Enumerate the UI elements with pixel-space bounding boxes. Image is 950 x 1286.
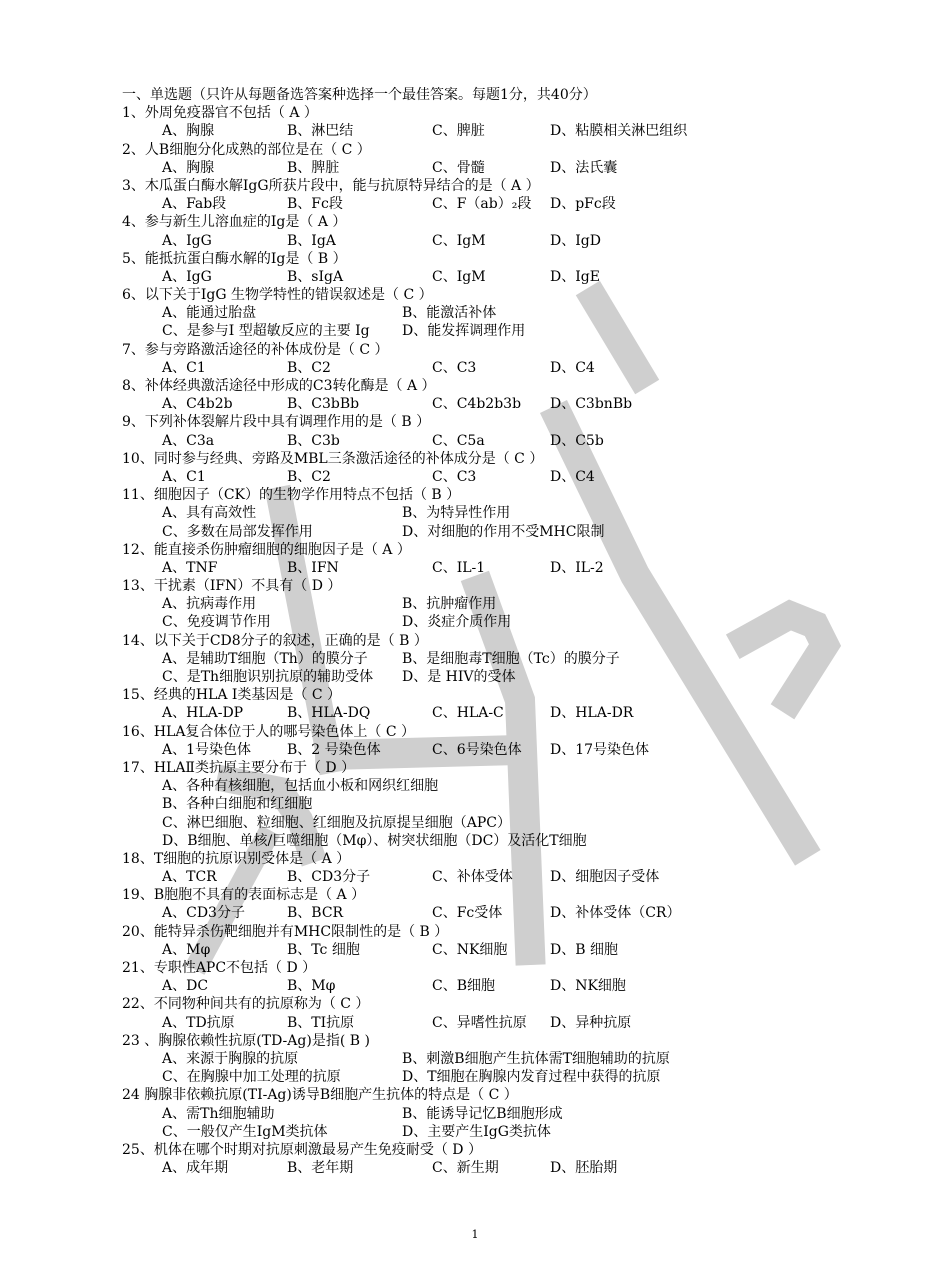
option-b: D、主要产生IgG类抗体 [402,1123,551,1140]
option-row [122,814,922,832]
option-a: C、一般仅产生IgM类抗体 [162,1123,328,1140]
question-stem: 23 、胸腺依赖性抗原(TD-Ag)是指( B ) [122,1032,370,1049]
option-row [122,795,922,813]
option-a: D、B细胞、单核/巨噬细胞（Mφ）、树突状细胞（DC）及活化T细胞 [162,832,587,849]
question-stem: 1、外周免疫器官不包括（ A ） [122,105,318,122]
option-c: C、C3 [432,468,477,485]
option-a: B、各种白细胞和红细胞 [162,796,313,813]
option-b: D、能发挥调理作用 [402,323,526,340]
option-c: C、补体受体 [432,869,513,886]
option-b: B、抗肿瘤作用 [402,596,497,613]
option-a: C、是参与I 型超敏反应的主要 Ig [162,323,370,340]
option-b: B、刺激B细胞产生抗体需T细胞辅助的抗原 [402,1050,670,1067]
option-b: B、C3b [287,432,340,449]
option-d: D、IgD [550,232,601,249]
option-a: C、淋巴细胞、粒细胞、红细胞及抗原提呈细胞（APC） [162,814,511,831]
question-stem: 18、T细胞的抗原识别受体是（ A ） [122,850,351,867]
question-stem: 4、参与新生儿溶血症的Ig是（ A ） [122,214,347,231]
option-row [122,195,922,213]
option-row [122,559,922,577]
option-a: A、IgG [162,268,212,285]
option-c: C、6号染色体 [432,741,522,758]
question-stem: 10、同时参与经典、旁路及MBL三条激活途径的补体成分是（ C ） [122,450,544,467]
option-row [122,504,922,522]
option-row [122,322,922,340]
option-d: D、法氏囊 [550,159,618,176]
option-row [122,268,922,286]
option-row [122,650,922,668]
option-d: D、异种抗原 [550,1014,632,1031]
option-row [122,1105,922,1123]
option-row [122,1159,922,1177]
question-stem: 17、HLAⅡ类抗原主要分布于（ D ） [122,759,356,776]
option-a: A、具有高效性 [162,505,257,522]
option-a: C、多数在局部发挥作用 [162,523,313,540]
option-a: A、1号染色体 [162,741,252,758]
option-b: B、IFN [287,559,339,576]
option-a: A、Mφ [162,941,211,958]
option-c: C、IgM [432,232,486,249]
option-row [122,432,922,450]
option-row [122,159,922,177]
option-row [122,777,922,795]
option-b: B、BCR [287,905,344,922]
option-b: B、Mφ [287,978,336,995]
option-a: A、能通过胎盘 [162,305,257,322]
option-row [122,595,922,613]
question-stem: 25、机体在哪个时期对抗原刺激最易产生免疫耐受（ D ） [122,1141,482,1158]
option-c: C、脾脏 [432,123,485,140]
option-b: B、C2 [287,468,331,485]
option-row [122,468,922,486]
option-row [122,977,922,995]
option-b: B、Tc 细胞 [287,941,360,958]
option-row [122,832,922,850]
option-d: D、粘膜相关淋巴组织 [550,123,688,140]
question-stem: 11、细胞因子（CK）的生物学作用特点不包括（ B ） [122,487,461,504]
option-c: C、B细胞 [432,978,495,995]
option-row [122,668,922,686]
option-d: D、C4 [550,468,595,485]
question-stem: 5、能抵抗蛋白酶水解的Ig是（ B ） [122,250,347,267]
question-stem: 9、下列补体裂解片段中具有调理作用的是（ B ） [122,414,431,431]
option-d: D、NK细胞 [550,978,626,995]
option-row [122,304,922,322]
option-b: B、为特异性作用 [402,505,511,522]
option-b: B、IgA [287,232,336,249]
page-number: 1 [471,1228,479,1241]
question-stem: 12、能直接杀伤肿瘤细胞的细胞因子是（ A ） [122,541,411,558]
question-stem: 8、补体经典激活途径中形成的C3转化酶是（ A ） [122,378,436,394]
option-b: B、TI抗原 [287,1014,355,1031]
option-row [122,1123,922,1141]
option-row [122,904,922,922]
question-stem: 22、不同物种间共有的抗原称为（ C ） [122,996,370,1013]
option-a: A、抗病毒作用 [162,596,257,613]
option-row [122,359,922,377]
option-a: A、各种有核细胞，包括血小板和网织红细胞 [162,778,439,795]
option-row [122,395,922,413]
option-d: D、17号染色体 [550,741,650,758]
question-stem: 15、经典的HLA I类基因是（ C ） [122,687,342,704]
option-row [122,1014,922,1032]
option-c: C、IL-1 [432,559,486,576]
question-stem: 3、木瓜蛋白酶水解IgG所获片段中，能与抗原特异结合的是（ A ） [122,177,540,194]
question-stem: 19、B胞胞不具有的表面标志是（ A ） [122,887,366,904]
option-c: C、IgM [432,268,486,285]
option-a: A、C1 [162,359,206,376]
option-row [122,232,922,250]
option-b: D、是 HIV的受体 [402,669,516,685]
question-stem: 14、以下关于CD8分子的叙述，正确的是（ B ） [122,632,428,649]
option-d: D、胚胎期 [550,1160,618,1177]
option-a: A、TNF [162,559,218,576]
option-a: A、胸腺 [162,123,215,140]
option-row [122,1050,922,1068]
option-d: D、补体受体（CR） [550,905,681,922]
option-row [122,868,922,886]
option-a: A、来源于胸腺的抗原 [162,1050,299,1067]
option-a: A、CD3分子 [162,905,245,922]
section-heading: 一、单选题（只许从每题备选答案种选择一个最佳答案。每题1分，共40分） [122,87,597,103]
option-a: A、成年期 [162,1160,229,1177]
option-b: B、老年期 [287,1160,354,1177]
option-row [122,741,922,759]
option-b: D、T细胞在胸腺内发育过程中获得的抗原 [402,1069,661,1086]
option-a: A、TD抗原 [162,1014,235,1031]
option-b: B、能激活补体 [402,305,497,322]
option-c: C、F（ab）₂段 [432,196,532,213]
question-stem: 24 胸腺非依赖抗原(TI-Ag)诱导B细胞产生抗体的特点是（ C ） [122,1087,518,1104]
option-a: A、HLA-DP [162,705,244,722]
option-c: C、骨髓 [432,159,485,176]
option-a: A、C1 [162,468,206,485]
question-stem: 20、能特异杀伤靶细胞并有MHC限制性的是（ B ） [122,923,449,940]
option-b: B、C3bBb [287,396,360,413]
option-b: D、对细胞的作用不受MHC限制 [402,523,605,540]
option-a: A、胸腺 [162,159,215,176]
option-a: C、是Th细胞识别抗原的辅助受体 [162,669,374,685]
option-d: D、HLA-DR [550,705,634,722]
option-d: D、IL-2 [550,559,604,576]
option-d: D、IgE [550,268,600,285]
option-c: C、C3 [432,359,477,376]
option-a: A、IgG [162,232,212,249]
option-a: C、免疫调节作用 [162,614,271,631]
option-b: B、脾脏 [287,159,340,176]
option-b: B、HLA-DQ [287,705,371,722]
question-stem: 7、参与旁路激活途径的补体成份是（ C ） [122,341,389,358]
option-a: A、是辅助T细胞（Th）的膜分子 [162,650,368,667]
option-b: B、2 号染色体 [287,741,381,758]
option-d: D、pFc段 [550,196,616,213]
option-b: B、淋巴结 [287,123,354,140]
option-row [122,941,922,959]
option-a: A、TCR [162,869,217,886]
option-row [122,1068,922,1086]
option-b: B、C2 [287,359,331,376]
option-c: C、C5a [432,432,485,449]
option-row [122,613,922,631]
question-stem: 16、HLA复合体位于人的哪号染色体上（ C ） [122,723,416,740]
option-b: B、是细胞毒T细胞（Tc）的膜分子 [402,650,620,667]
option-a: A、DC [162,978,209,995]
option-c: C、Fc受体 [432,905,503,922]
option-row [122,704,922,722]
option-b: B、能诱导记忆B细胞形成 [402,1105,563,1122]
option-d: D、细胞因子受体 [550,869,660,886]
option-a: A、C4b2b [162,396,233,413]
option-c: C、NK细胞 [432,941,508,958]
option-d: D、C4 [550,359,595,376]
option-a: A、Fab段 [162,196,227,213]
option-b: D、炎症介质作用 [402,614,512,631]
question-stem: 13、干扰素（IFN）不具有（ D ） [122,578,342,595]
option-c: C、HLA-C [432,705,504,722]
option-a: C、在胸腺中加工处理的抗原 [162,1069,341,1086]
document-body [122,86,922,1177]
option-b: B、CD3分子 [287,869,371,886]
option-row [122,122,922,140]
question-stem: 6、以下关于IgG 生物学特性的错误叙述是（ C ） [122,287,433,304]
option-b: B、sIgA [287,268,344,285]
option-a: A、C3a [162,432,215,449]
option-c: C、C4b2b3b [432,396,522,413]
option-row [122,523,922,541]
question-stem: 2、人B细胞分化成熟的部位是在（ C ） [122,141,371,158]
option-c: C、新生期 [432,1160,499,1177]
option-b: B、Fc段 [287,196,343,213]
option-d: D、C5b [550,432,604,449]
option-a: A、需Th细胞辅助 [162,1105,275,1122]
option-d: D、B 细胞 [550,941,618,958]
question-stem: 21、专职性APC不包括（ D ） [122,960,317,976]
option-c: C、异嗜性抗原 [432,1014,527,1031]
option-d: D、C3bnBb [550,396,633,413]
